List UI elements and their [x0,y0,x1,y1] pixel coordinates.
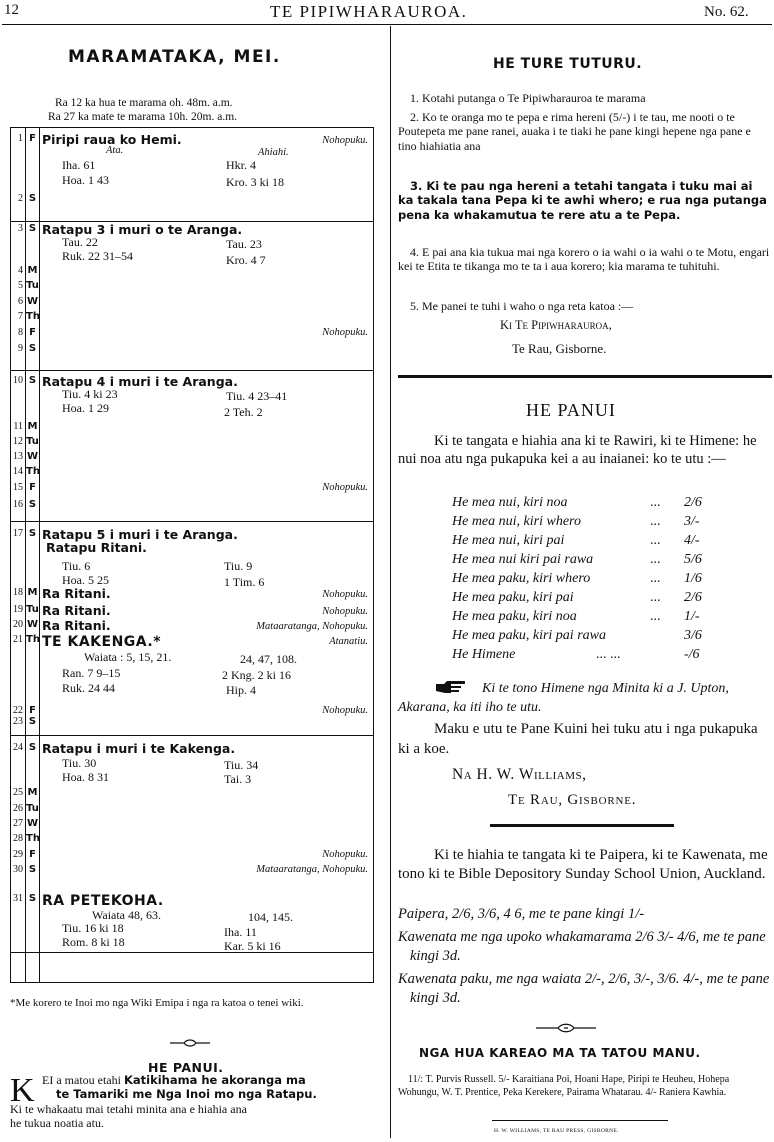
week-separator [11,521,373,522]
day-note: Nohopuku. [322,135,368,146]
price-value: 5/6 [684,552,702,567]
calendar-day-row [10,451,374,464]
price-item-name: He mea paku, kiri pai rawa [452,628,606,643]
price-leader: ... [650,533,661,548]
price-row [452,628,722,646]
reading: 24, 47, 108. [240,652,297,666]
reading: Tiu. 16 ki 18 [62,921,124,935]
day-note: Nohopuku. [322,705,368,716]
reading: Ruk. 24 44 [62,681,116,695]
weekday-letter: F [29,133,36,144]
day-title: Piripi raua ko Hemi. [42,132,182,147]
day-number: 4 [18,265,23,276]
moon-line-1: Ra 12 ka hua te marama oh. 48m. a.m. [55,97,233,109]
reading: Tiu. 4 23–41 [226,389,288,403]
day-title: Ra Ritani. [42,586,111,601]
weekday-letter: S [28,893,37,904]
reading: Tau. 23 [226,237,262,251]
calendar-day-row [10,787,374,800]
price-row [452,533,722,551]
day-number: 28 [13,833,23,844]
reading: 2 Teh. 2 [224,405,263,419]
weekday-letter: W [26,619,39,630]
reading: Tiu. 4 ki 23 [62,387,118,401]
price-value: 3/6 [684,628,702,643]
day-title: RA PETEKOHA. [42,893,164,909]
calendar-day-row [10,818,374,831]
price-value: 1/- [684,609,700,624]
price-row [452,495,722,513]
ture-title: HE TURE TUTURU. [493,56,643,72]
reading: Tai. 3 [224,772,252,786]
reading: Iha. 61 [62,158,96,172]
calendar-day-row [10,482,374,495]
reading: Tau. 22 [62,235,98,249]
weekday-letter: M [27,587,38,598]
day-note: Nohopuku. [322,589,368,600]
ture-p2: 2. Ko te oranga mo te pepa e rima hereni (5/-) i te tau, me nooti o te Poutepeta me pane ranei, auaka i te tiaki he pane kingi hepene nga pane e tino hiahiatia ana [398,110,751,153]
week-separator [11,952,373,953]
day-number: 11 [13,421,23,432]
panui-left-line-4: he tukua noatia atu. [10,1116,104,1130]
weekday-letter: F [29,705,36,716]
reading: Tiu. 34 [224,758,259,772]
panui-hand-note: Ki te tono Himene nga Minita ki a J. Upton, Akarana, ka iti iho te utu. [398,681,729,715]
issue-number: No. 62. [704,4,749,20]
calendar-day-row [10,311,374,324]
weekday-letter: M [27,265,38,276]
price-item-name: He mea nui, kiri pai [452,533,565,548]
reading-heading-ahiahi: Ahiahi. [258,147,289,158]
weekday-letter: W [26,296,39,307]
price-value: 2/6 [684,590,702,605]
price-row [452,609,722,627]
paipera-line-3: Kawenata paku, me nga waiata 2/-, 2/6, 3/-, 3/6. 4/-, me te pane kingi 3d. [398,971,770,1006]
panui-maku: Maku e utu te Pane Kuini hei tuku atu i nga pukapuka ki a koe. [398,721,758,757]
weekday-letter: W [26,451,39,462]
day-number: 13 [13,451,23,462]
day-title: Ra Ritani. [42,603,111,618]
panui-left-line-1-b: Katikihama he akoranga ma [123,1073,306,1087]
price-item-name: He mea paku, kiri whero [452,571,591,586]
panui-right-title: HE PANUI [526,400,616,420]
day-note: Mataaratanga, Nohopuku. [256,621,368,632]
reading: Kro. 3 ki 18 [226,175,284,189]
calendar-day-row [10,893,374,909]
reading-heading-ata: Ata. [106,145,124,156]
weekday-letter: Th [26,466,40,477]
calendar-day-row [10,864,374,877]
paipera-line-2: Kawenata me nga upoko whakamarama 2/6 3/- 4/6, me te pane kingi 3d. [398,929,766,964]
day-note: Nohopuku. [322,482,368,493]
day-number: 23 [13,716,23,727]
price-leader: ... [650,609,661,624]
price-item-name: He mea paku, kiri noa [452,609,577,624]
header-rule [2,24,772,25]
price-row [452,514,722,532]
weekday-letter: S [28,742,37,753]
panui-left-line-3: Ki te whakaatu mai tetahi minita ana e hiahia ana [10,1102,247,1116]
price-item-name: He mea paku, kiri pai [452,590,574,605]
price-value: 2/6 [684,495,702,510]
paipera-intro: Ki te hiahia te tangata ki te Paipera, ki te Kawenata, me tono ki te Bible Depository Sunday School Union, Auckland. [398,847,768,882]
moon-line-2: Ra 27 ka mate te marama 10h. 20m. a.m. [48,111,238,123]
reading: Hoa. 5 25 [62,573,109,587]
weekday-letter: Tu [26,280,39,291]
reading: Hip. 4 [226,683,256,697]
price-row [452,590,722,608]
week-separator [11,370,373,371]
price-item-name: He mea nui, kiri whero [452,514,581,529]
day-note: Mataaratanga, Nohopuku. [256,864,368,875]
calendar-day-row [10,280,374,293]
reading: Waiata : 5, 15, 21. [84,650,172,664]
weekday-letter: Tu [26,436,39,447]
price-item-name: He mea nui, kiri noa [452,495,568,510]
paipera-line-1: Paipera, 2/6, 3/6, 4 6, me te pane kingi 1/- [398,906,645,922]
calendar-day-row [10,833,374,846]
panui-right-intro: Ki te tangata e hiahia ana ki te Rawiri, ki te Himene: he nui noa atu nga pukapuka kei a au inaianei: ko te utu :— [398,433,757,468]
weekday-letter: S [28,528,37,539]
calendar-day-row [10,849,374,862]
calendar-day-row [10,716,374,729]
day-number: 2 [18,193,23,204]
calendar-title: MARAMATAKA, MEI. [68,47,281,67]
day-number: 3 [18,223,23,234]
panui-left-title: HE PANUI. [148,1060,224,1075]
day-title: Ratapu i muri i te Kakenga. [42,741,236,756]
weekday-letter: M [27,787,38,798]
panui-left-line-1 [42,1074,306,1088]
reading: Iha. 11 [224,925,257,939]
day-number: 21 [13,634,23,645]
calendar-day-row [10,604,374,617]
day-number: 6 [18,296,23,307]
page-number: 12 [4,2,19,18]
calendar-day-row [10,421,374,434]
weekday-letter: F [29,327,36,338]
day-number: 30 [13,864,23,875]
day-title: Ratapu 3 i muri o te Aranga. [42,222,243,237]
panui-signature-1: Na H. W. Williams, [452,766,587,783]
weekday-letter: S [28,193,37,204]
day-number: 16 [13,499,23,510]
weekday-letter: S [28,716,37,727]
price-value: 1/6 [684,571,702,586]
calendar-day-row [10,587,374,600]
reading: Hoa. 1 29 [62,401,109,415]
ture-p5: 5. Me panei te tuhi i waho o nga reta katoa :— [410,299,634,313]
reading: Waiata 48, 63. [92,908,162,922]
price-leader: ... [650,590,661,605]
day-number: 29 [13,849,23,860]
calendar-day-row [10,619,374,632]
day-number: 14 [13,466,23,477]
day-number: 7 [18,311,23,322]
weekday-letter: S [28,499,37,510]
day-title: TE KAKENGA.* [42,634,162,650]
price-leader: ... ... [596,647,621,662]
weekday-letter: M [27,421,38,432]
flourish-ornament [168,1038,212,1048]
weekday-letter: F [29,482,36,493]
day-note: Nohopuku. [322,849,368,860]
ture-p3: 3. Ki te pau nga hereni a tetahi tangata i tuku mai ai ka takala tana Pepa ki te awhi whero; e rua nga putanga pena ka whakamutua te rere atu a te Pepa. [398,179,767,222]
calendar-day-row [10,803,374,816]
reading: 2 Kng. 2 ki 16 [222,668,291,682]
weekday-letter: Th [26,311,40,322]
calendar-day-row [10,193,374,206]
day-number: 8 [18,327,23,338]
calendar-day-row [10,296,374,309]
day-number: 19 [13,604,23,615]
reading: Hkr. 4 [226,158,256,172]
section-rule [490,824,674,827]
weekday-letter: S [28,343,37,354]
hua-title: NGA HUA KAREAO MA TA TATOU MANU. [419,1046,701,1060]
price-value: 4/- [684,533,700,548]
reading: Ruk. 22 31–54 [62,249,134,263]
day-number: 22 [13,705,23,716]
dropcap: K [10,1072,35,1109]
day-number: 1 [18,133,23,144]
panui-left-line-1-a: EI a matou etahi [42,1073,124,1087]
day-number: 5 [18,280,23,291]
calendar-day-row [10,265,374,278]
calendar-day-row [10,133,374,146]
weekday-letter: W [26,818,39,829]
day-number: 31 [13,893,23,904]
weekday-letter: S [28,223,37,234]
reading: Hoa. 8 31 [62,770,109,784]
day-note: Atanatiu. [329,636,368,647]
price-row [452,552,722,570]
calendar-day-row [10,634,374,650]
weekday-letter: Tu [26,803,39,814]
ture-p4: 4. E pai ana kia tukua mai nga korero o ia wahi o ia wahi o te Motu, engari kei te Etita te tikanga mo te ta i aua korero; kia marama te tuhituhi. [398,245,770,274]
hua-text: 11/: T. Purvis Russell. 5/- Karaitiana Poi, Hoani Hape, Piripi te Heuheu, Hohepa Wohungu, W. T. Prentice, Peka Kerekere, Pairama Whatarau. 4/- Raniera Kawhia. [398,1074,730,1098]
price-leader: ... [650,495,661,510]
day-number: 24 [13,742,23,753]
day-note: Nohopuku. [322,327,368,338]
calendar-day-row [10,466,374,479]
weekday-letter: S [28,864,37,875]
day-number: 9 [18,343,23,354]
day-number: 20 [13,619,23,630]
week-separator [11,735,373,736]
ture-address-1: Ki Te Pipiwharauroa, [500,318,612,332]
day-number: 25 [13,787,23,798]
price-item-name: He mea nui kiri pai rawa [452,552,594,567]
reading: Hoa. 1 43 [62,173,109,187]
price-leader: ... [650,552,661,567]
day-number: 17 [13,528,23,539]
panui-signature-2: Te Rau, Gisborne. [508,792,637,808]
weekday-letter: Th [26,833,40,844]
calendar-day-row [10,499,374,512]
reading: Tiu. 6 [62,559,91,573]
reading: 1 Tim. 6 [224,575,265,589]
day-number: 12 [13,436,23,447]
day-number: 26 [13,803,23,814]
calendar-day-row [10,742,374,755]
day-number: 10 [13,375,23,386]
imprint-rule [492,1120,668,1121]
calendar-footnote: *Me korero te Inoi mo nga Wiki Emipa i nga ra katoa o tenei wiki. [10,997,304,1009]
reading: Ran. 7 9–15 [62,666,121,680]
day-number: 15 [13,482,23,493]
price-item-name: He Himene [452,647,516,662]
flourish-ornament [534,1022,598,1034]
section-rule [398,375,772,378]
weekday-letter: Th [26,634,40,645]
reading: Tiu. 9 [224,559,253,573]
price-row [452,571,722,589]
calendar-day-row [10,327,374,340]
day-title: Ra Ritani. [42,618,111,633]
price-leader: ... [650,571,661,586]
running-title: TE PIPIWHARAUROA. [270,2,468,21]
price-leader: ... [650,514,661,529]
reading: Kro. 4 7 [226,253,266,267]
weekday-letter: Tu [26,604,39,615]
day-number: 27 [13,818,23,829]
reading: Rom. 8 ki 18 [62,935,125,949]
weekday-letter: F [29,849,36,860]
ture-p1: 1. Kotahi putanga o Te Pipiwharauroa te marama [410,91,646,105]
column-divider [390,26,391,1138]
price-row [452,647,722,665]
weekday-letter: S [28,375,37,386]
reading: Kar. 5 ki 16 [224,939,281,953]
day-note: Nohopuku. [322,606,368,617]
panui-left-line-2: te Tamariki me Nga Inoi mo nga Ratapu. [56,1087,317,1101]
day-number: 18 [13,587,23,598]
day-title: Ratapu 5 i muri i te Aranga. [42,527,238,542]
reading: Tiu. 30 [62,756,97,770]
price-value: -/6 [684,647,700,662]
reading-subtitle: Ratapu Ritani. [46,540,147,555]
ture-address-2: Te Rau, Gisborne. [512,341,607,356]
price-value: 3/- [684,514,700,529]
day-title: Ratapu 4 i muri i te Aranga. [42,374,238,389]
calendar-day-row [10,343,374,356]
imprint: H. W. WILLIAMS, TE RAU PRESS, GISBORNE. [494,1128,619,1134]
reading: 104, 145. [248,910,293,924]
calendar-day-row [10,436,374,449]
